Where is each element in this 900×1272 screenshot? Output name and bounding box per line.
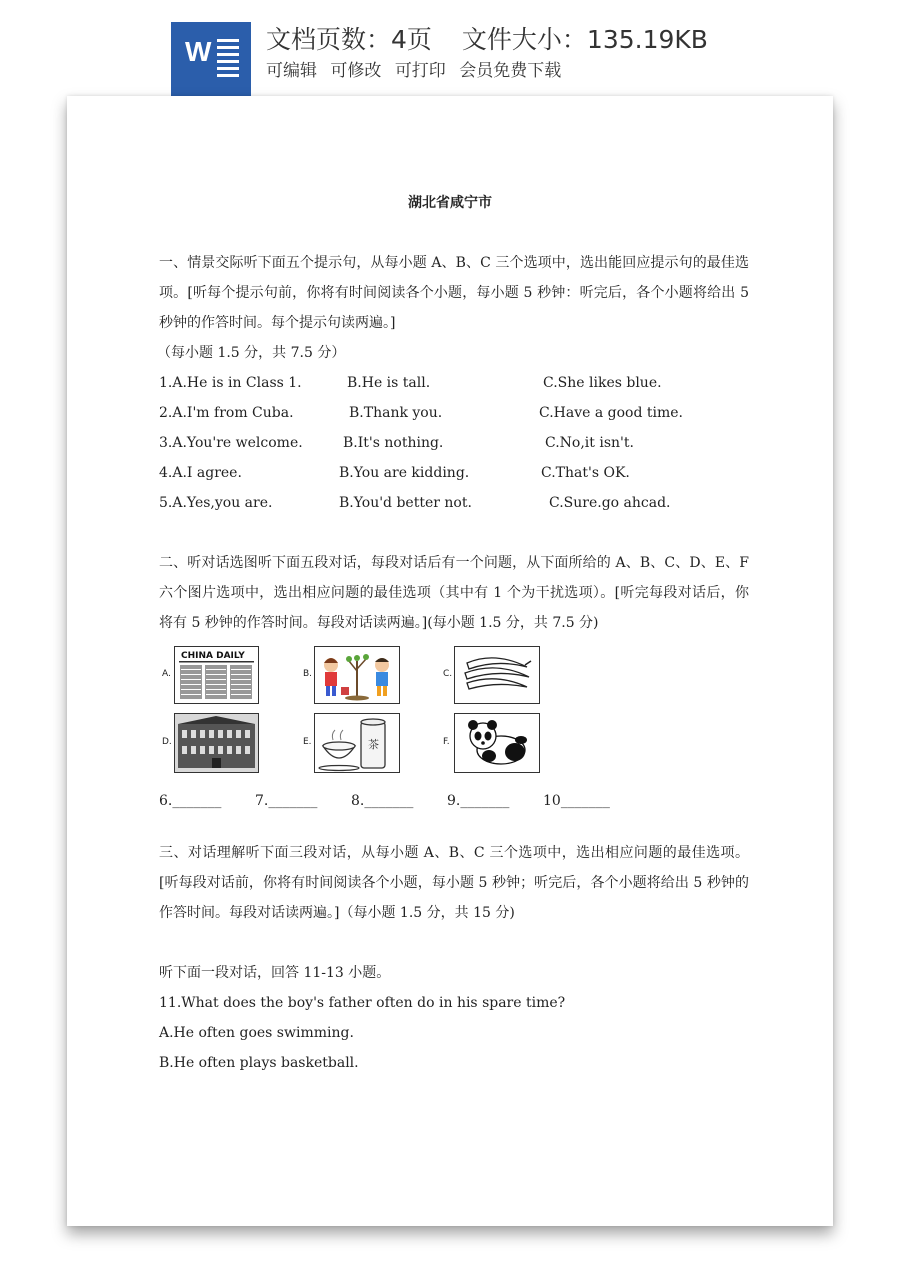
question-11-option-a: A.He often goes swimming. [159, 1025, 354, 1041]
option-b: B.You are kidding. [339, 465, 470, 481]
section1-score: （每小题 1.5 分，共 7.5 分） [157, 345, 346, 361]
old-building-icon [174, 713, 259, 773]
children-planting-tree-icon [314, 646, 400, 704]
file-info [266, 20, 708, 56]
option-a: 5.A.Yes,you are. [159, 495, 273, 511]
picture-label-a: A. [162, 669, 171, 679]
question-row [159, 458, 759, 488]
question-11-option-b: B.He often plays basketball. [159, 1055, 359, 1071]
download-header [0, 0, 900, 96]
answer-blank: 8._______ [351, 793, 414, 809]
picture-label-e: E. [303, 737, 312, 747]
option-c: C.That's OK. [541, 465, 630, 481]
document-title: 湖北省咸宁市 [408, 195, 492, 211]
document-page [67, 96, 833, 1226]
tea-and-jar-icon [314, 713, 400, 773]
feature-printable: 可打印 [394, 61, 446, 81]
picture-label-c: C. [443, 669, 453, 679]
question-row [159, 428, 759, 458]
page-count: 文档页数：4页 [266, 25, 432, 54]
option-c: C.No,it isn't. [545, 435, 634, 451]
option-b: B.It's nothing. [343, 435, 444, 451]
feature-member-download: 会员免费下载 [459, 61, 562, 81]
bananas-icon [454, 646, 540, 704]
dialogue-lead: 听下面一段对话，回答 11-13 小题。 [159, 965, 391, 981]
feature-modifiable: 可修改 [330, 61, 382, 81]
newspaper-masthead: CHINA DAILY [181, 651, 245, 661]
question-row [159, 368, 759, 398]
picture-label-b: B. [303, 669, 313, 679]
answer-blank: 10_______ [543, 793, 610, 809]
file-size: 文件大小：135.19KB [461, 25, 708, 54]
question-11: 11.What does the boy's father often do in his spare time? [159, 995, 566, 1011]
question-row [159, 398, 759, 428]
picture-label-f: F. [443, 737, 450, 747]
section3-instructions: 三、对话理解听下面三段对话，从每小题 A、B、C 三个选项中，选出相应问题的最佳选项。[听每段对话前，你将有时间阅读各个小题，每小题 5 秒钟；听完后，各个小题将给出 5 秒钟的作答时间。每段对话读两遍。]（每小题 1.5 分，共 15 分) [159, 845, 749, 921]
option-a: 4.A.I agree. [159, 465, 242, 481]
tea-jar-label: 茶 [368, 738, 379, 751]
option-c: C.She likes blue. [543, 375, 662, 391]
option-a: 1.A.He is in Class 1. [159, 375, 302, 391]
option-b: B.You'd better not. [339, 495, 472, 511]
option-a: 2.A.I'm from Cuba. [159, 405, 294, 421]
answer-blanks [159, 786, 759, 816]
question-row [159, 488, 759, 518]
answer-blank: 7._______ [255, 793, 318, 809]
option-c: C.Sure.go ahcad. [549, 495, 671, 511]
option-c: C.Have a good time. [539, 405, 684, 421]
option-a: 3.A.You're welcome. [159, 435, 303, 451]
section2-instructions: 二、听对话选图听下面五段对话，每段对话后有一个问题，从下面所给的 A、B、C、D、E、F 六个图片选项中，选出相应问题的最佳选项（其中有 1 个为干扰选项）。[听完每段对话后，你将有 5 秒钟的作答时间。每段对话读两遍。](每小题 1.5 分，共 7.5 分) [159, 555, 749, 631]
picture-label-d: D. [162, 737, 172, 747]
word-document-icon: W [171, 22, 251, 96]
option-b: B.He is tall. [347, 375, 431, 391]
answer-blank: 9._______ [447, 793, 510, 809]
option-b: B.Thank you. [349, 405, 443, 421]
newspaper-icon [174, 646, 259, 704]
feature-editable: 可编辑 [266, 61, 317, 81]
answer-blank: 6._______ [159, 793, 222, 809]
feature-list [266, 56, 569, 81]
section1-instructions: 一、情景交际听下面五个提示句，从每小题 A、B、C 三个选项中，选出能回应提示句的最佳选项。[听每个提示句前，你将有时间阅读各个小题，每小题 5 秒钟：听完后，各个小题将给出 5 秒钟的作答时间。每个提示句读两遍。] [159, 255, 749, 331]
panda-icon [454, 713, 540, 773]
